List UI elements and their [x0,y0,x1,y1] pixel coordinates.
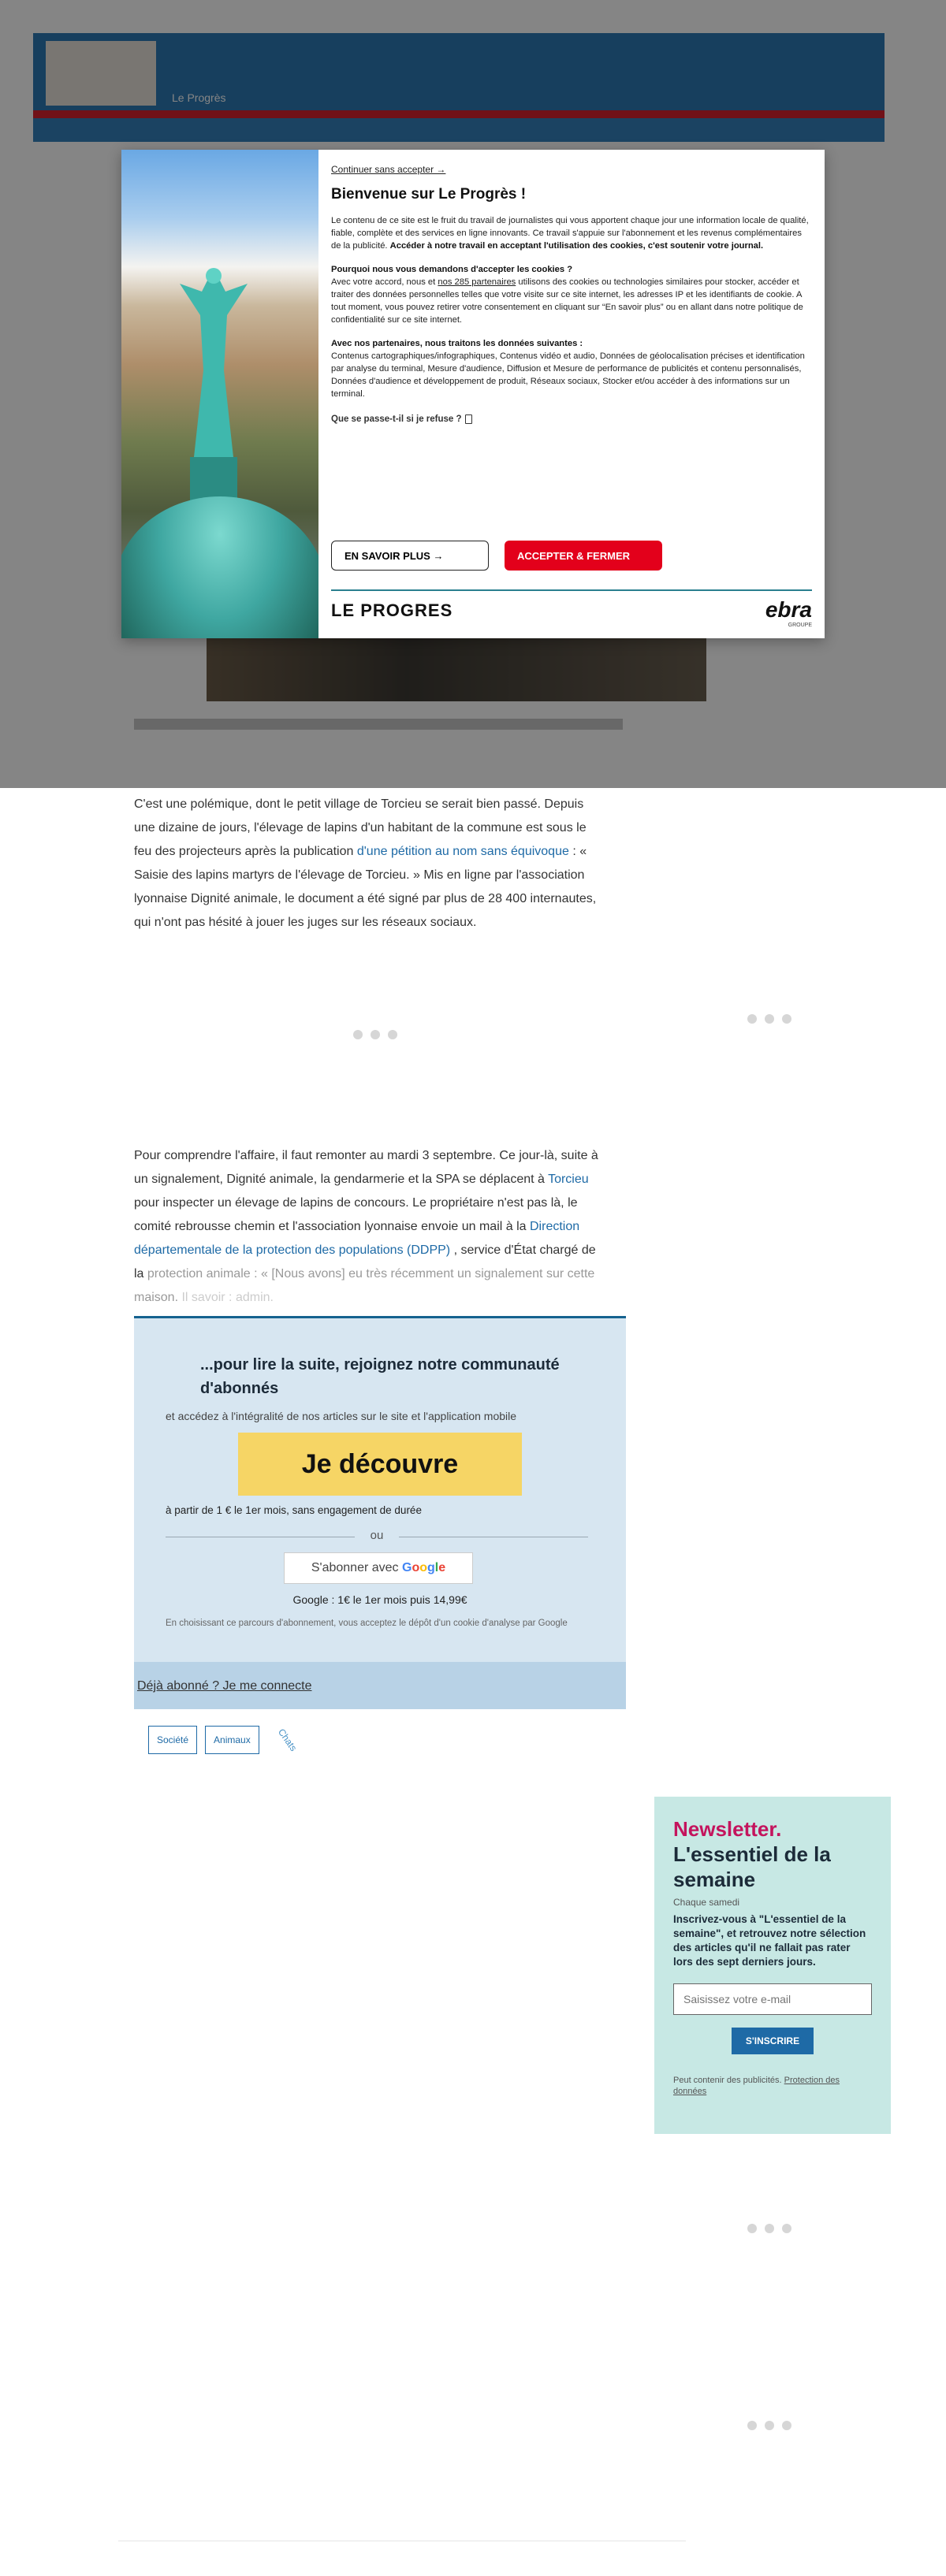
newsletter-frequency: Chaque samedi [673,1897,740,1908]
intro-bold-text: Accéder à notre travail en acceptant l'utilisation des cookies, c'est soutenir votre journal. [389,241,764,251]
paywall-price: à partir de 1 € le 1er mois, sans engagement de durée [166,1504,422,1516]
newsletter-footer [673,2075,872,2097]
newsletter-footer-text: Peut contenir des publicités. [673,2076,782,2085]
tag-societe[interactable]: Société [148,1726,197,1754]
why-text-1: Avec votre accord, nous et [331,277,436,287]
article-paragraph-2 [134,1144,607,1310]
newsletter-title: Newsletter. [673,1817,782,1841]
why-text-2: utilisons des cookies ou technologies similaires pour stocker, accéder et traiter des données personnelles telles que votre visite sur ce site internet, les adresses IP et les identifiants de cookie. A tout moment, vous pouvez retirer votre consentement en cliquant sur “En savoir plus” ou en allant dans notre politique de confidentialité sur ce site internet. [331,277,803,325]
torcieu-link[interactable]: Torcieu [548,1173,589,1186]
ddpp-link[interactable]: Direction départementale de la protection des populations (DDPP) [134,1220,580,1257]
refuse-label: Que se passe-t-il si je refuse ? [331,414,462,424]
tag-animaux[interactable]: Animaux [205,1726,259,1754]
modal-divider [331,589,812,591]
email-input[interactable] [673,1983,872,2015]
p2-fade-text: protection animale : « [Nous avons] eu très récemment un signalement sur cette maison. [134,1267,595,1304]
refuse-question[interactable] [331,414,812,424]
login-link[interactable]: Déjà abonné ? Je me connecte [137,1679,312,1693]
intro-text: Le contenu de ce site est le fruit du travail de journalistes qui vous apportent chaque jour une information locale de qualité, fiable, complète et des services en ligne innovants. Ce travail s'appuie sur l'abonnement et les revenus complémentaires de la publicité. [331,216,809,251]
cookie-consent-modal [121,150,825,638]
tag-chats[interactable]: Chats [275,1727,300,1753]
le-progres-logo: LE PROGRES [331,600,453,620]
ebra-logo: ebra [765,597,812,622]
p2-text-2: pour inspecter un élevage de lapins de concours. Le propriétaire n'est pas là, le comité rebrousse chemin et l'association lyonnaise envoie un mail à la [134,1196,578,1233]
data-text: Contenus cartographiques/infographiques, Contenus vidéo et audio, Données de géolocalisation précises et identification par analyse du terminal, Mesure d'audience, Diffusion et Mesure de performance de publicités et contenu personnalisés, Données d'audience et développement de produit, Réseaux sociaux, Stocker et/ou accéder à des informations sur un terminal. [331,351,805,399]
google-button-label: S'abonner avec [311,1561,399,1574]
loading-dots [747,2224,791,2233]
petition-link[interactable]: d'une pétition au nom sans équivoque [356,845,569,858]
paywall-title: ...pour lire la suite, rejoignez notre communauté d'abonnés [200,1356,560,1397]
why-title: Pourquoi nous vous demandons d'accepter les cookies ? [331,265,573,274]
p1-text-1: C'est une polémique, dont le petit village de Torcieu se serait bien passé. Depuis une dizaine de jours, l'élevage de lapins d'un habitant de la commune est sous le feu des projecteurs après la publication [134,797,587,858]
modal-data [331,337,812,400]
or-divider [166,1529,588,1544]
article-tags [148,1726,300,1754]
modal-title: Bienvenue sur Le Progrès ! [331,186,527,203]
lyon-basilica-image [121,150,318,638]
ebra-group-label: GROUPE [788,623,812,628]
accept-close-button[interactable]: ACCEPTER & FERMER [505,541,662,571]
newsletter-description: Inscrivez-vous à "L'essentiel de la semaine", et retrouvez notre sélection des articles qu'il ne fallait pas rater lors des sept derniers jours. [673,1913,866,1968]
modal-intro [331,214,812,252]
statue-illustration [178,260,249,520]
google-logo: Google [401,1561,446,1574]
header-brand: Le Progrès [172,91,226,104]
or-label: ou [370,1529,384,1542]
p1-text-2: : « Saisie des lapins martyrs de l'élevage de Torcieu. » Mis en ligne par l'association lyonnaise Dignité animale, le document a été signé par plus de 28 400 internautes, qui n'ont pas hésité à jouer les juges sur les réseaux sociaux. [134,845,597,929]
discover-button[interactable]: Je découvre [238,1433,522,1496]
p2-text-1: Pour comprendre l'affaire, il faut remonter au mardi 3 septembre. Ce jour-là, suite à un signalement, Dignité animale, la gendarmerie et la SPA se déplacent à [134,1149,598,1186]
data-title: Avec nos partenaires, nous traitons les données suivantes : [331,339,583,348]
loading-dots [747,2421,791,2430]
p2-fade-text-2: Il savoir : admin. [181,1291,274,1304]
login-bar [134,1662,626,1709]
paywall-box [134,1316,626,1707]
expand-icon[interactable] [465,414,472,424]
data-protection-link[interactable]: Protection des données [673,2076,840,2096]
dome-shape [121,496,318,638]
newsletter-box [654,1797,891,2134]
google-price: Google : 1€ le 1er mois puis 14,99€ [292,1593,467,1606]
modal-why [331,263,812,326]
subscribe-with-google-button[interactable] [284,1552,473,1584]
partners-link[interactable]: nos 285 partenaires [438,277,516,287]
loading-dots [747,1014,791,1024]
google-cookie-note: En choisissant ce parcours d'abonnement, vous acceptez le dépôt d'un cookie d'analyse par Google [166,1619,568,1628]
newsletter-subtitle: L'essentiel de la semaine [673,1842,831,1891]
continue-without-accepting-link[interactable]: Continuer sans accepter → [331,164,446,175]
paywall-subtitle: et accédez à l'intégralité de nos articles sur le site et l'application mobile [166,1410,517,1422]
p2-text-3: , service d'État chargé de la [134,1243,596,1281]
learn-more-button[interactable]: EN SAVOIR PLUS → [331,541,489,571]
loading-dots [353,1030,397,1039]
article-paragraph-1 [134,793,607,935]
subscribe-button[interactable]: S'INSCRIRE [732,2028,814,2054]
